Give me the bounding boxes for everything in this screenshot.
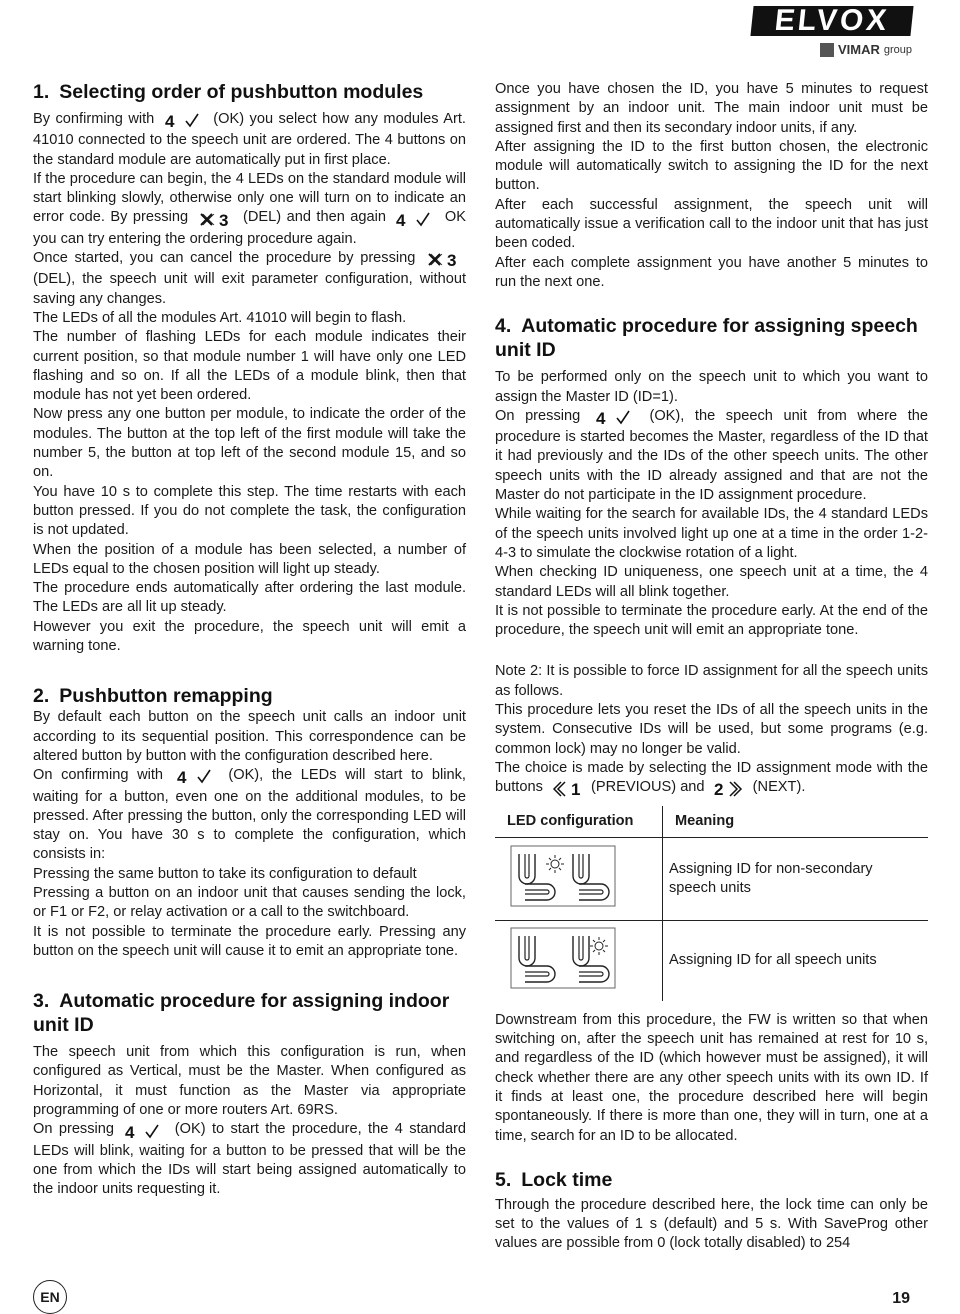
del-key-number: 3	[218, 210, 229, 229]
paragraph: It is not possible to terminate the procedure early. Pressing any button on the speech unit will cause it to emit an appropriate tone.	[33, 923, 466, 959]
sub-brand-name: VIMAR	[837, 42, 880, 57]
paragraph: Through the procedure described here, the lock time can only be set to the values of 1 s (default) and 5 s. With SaveProg other values are possible from 0 (lock totally disabled) to 254	[495, 1196, 928, 1252]
ok-key-icon	[176, 768, 216, 787]
text: (DEL) and then again	[243, 209, 386, 226]
section-title: Selecting order of pushbutton modules	[59, 81, 424, 103]
section-4-heading	[495, 314, 928, 362]
ok-key-number: 4	[595, 409, 606, 427]
paragraph: After each successful assignment, the speech unit will automatically issue a verification call to the indoor unit that has just been coded.	[495, 196, 928, 252]
led-pattern-cell	[495, 837, 663, 920]
paragraph: Now press any one button per module, to indicate the order of the modules. The button at the top left of the first module will take the number 5, the button at top left of the second module 15, and so on.	[33, 406, 466, 481]
table-row	[495, 837, 928, 920]
section-number: 4.	[495, 315, 512, 338]
section-title: Lock time	[521, 1168, 613, 1191]
paragraph: When the position of a module has been selected, a number of LEDs equal to the chosen position will light up steady.	[33, 541, 466, 577]
ok-key-number: 4	[125, 1122, 135, 1141]
language-badge: EN	[33, 1280, 67, 1314]
ok-key-number: 4	[176, 768, 187, 787]
prev-key-icon	[551, 780, 583, 799]
ok-key-icon	[395, 210, 435, 229]
paragraph	[33, 766, 466, 864]
led-pattern-icon	[501, 926, 621, 990]
sub-brand-suffix: group	[883, 43, 912, 56]
meaning-cell: Assigning ID for non-secondary speech units	[663, 837, 929, 920]
del-key-icon	[426, 251, 462, 270]
paragraph	[33, 170, 466, 249]
text: (DEL), the speech unit will exit parameter configuration, without saving any changes.	[33, 271, 466, 307]
section-title: Pushbutton remapping	[59, 685, 273, 708]
paragraph: The LEDs of all the modules Art. 41010 will begin to flash.	[33, 309, 407, 326]
paragraph: To be performed only on the speech unit to which you want to assign the Master ID (ID=1).	[495, 369, 928, 405]
section-3-heading	[33, 989, 466, 1037]
brand-name: ELVOX	[750, 6, 913, 36]
text: On pressing	[33, 1121, 115, 1138]
paragraph	[33, 110, 466, 170]
note-paragraph	[495, 759, 928, 800]
next-key-number: 2	[713, 780, 724, 799]
table-header-row	[495, 806, 928, 838]
text: (OK), the speech unit from where the procedure is started becomes the Master, regardless of the ID that it had previously and the IDs of the other speech units. The other speech units with the ID already assigned and that are not the Master do not participate in the ID assignment procedure.	[495, 407, 928, 504]
left-column	[33, 80, 466, 1200]
note-paragraph: This procedure lets you reset the IDs of all the speech units in the system. Consecutive IDs will be used, but some programs (e.g. common lock) may no longer be valid.	[495, 702, 928, 757]
section-title: Automatic procedure for assigning speech unit ID	[495, 315, 918, 362]
text: (OK) you select how any modules Art. 41010 connected to the speech unit are ordered. The 4 buttons on the standard module are automatically put in first place.	[33, 111, 466, 168]
text: (NEXT).	[752, 779, 806, 796]
prev-key-number: 1	[570, 780, 581, 799]
paragraph: When checking ID uniqueness, one speech unit at a time, the 4 standard LEDs will all blink together.	[495, 564, 928, 600]
paragraph: You have 10 s to complete this step. The time restarts with each button pressed. If you do not complete the task, the configuration is not updated.	[33, 483, 466, 539]
led-pattern-icon	[501, 844, 621, 908]
text: (PREVIOUS) and	[591, 779, 705, 796]
note-paragraph: Note 2: It is possible to force ID assignment for all the speech units as follows.	[495, 663, 928, 699]
paragraph	[33, 1120, 466, 1199]
paragraph: It is not possible to terminate the procedure early. At the end of the procedure, the speech unit will emit an appropriate tone.	[495, 602, 928, 639]
vimar-mark-icon	[820, 43, 834, 57]
del-key-icon	[198, 210, 234, 229]
led-config-table	[495, 806, 928, 1001]
paragraph: The procedure ends automatically after ordering the last module. The LEDs are all lit up steady.	[33, 580, 466, 616]
paragraph: Pressing the same button to take its configuration to default	[33, 865, 417, 882]
paragraph	[33, 249, 466, 309]
ok-key-number: 4	[164, 112, 175, 131]
ok-key-icon	[595, 409, 635, 428]
text: On pressing	[495, 407, 581, 424]
text: The choice is made by selecting the ID assignment mode with the buttons	[495, 759, 928, 796]
page-number: 19	[892, 1290, 910, 1307]
text: By confirming with	[33, 111, 155, 127]
paragraph: The speech unit from which this configuration is run, when configured as Vertical, must be the Master. When configured as Horizontal, it must function as the Master via appropriate programming of one or more routers Art. 69RS.	[33, 1044, 466, 1119]
section-number: 3.	[33, 990, 50, 1013]
right-column	[495, 80, 928, 1254]
text: Once started, you can cancel the procedure by pressing	[33, 250, 416, 267]
column-header: Meaning	[663, 806, 929, 838]
section-number: 5.	[495, 1168, 512, 1191]
paragraph: By default each button on the speech unit calls an indoor unit according to its sequential position. This correspondence can be altered button by button with the configuration described here.	[33, 709, 466, 764]
table-row	[495, 920, 928, 1001]
paragraph: The number of flashing LEDs for each module indicates their current position, so that module number 1 will have only one LED flashing and so on. If all the LEDs of a module blink, then that module has not yet been ordered.	[33, 329, 466, 404]
sub-brand	[752, 42, 912, 57]
ok-key-icon	[124, 1122, 164, 1141]
paragraph: While waiting for the search for available IDs, the 4 standard LEDs of the speech units involved light up one at a time in the order 1-2-4-3 to simulate the clockwise rotation of a light.	[495, 506, 928, 561]
column-header: LED configuration	[495, 806, 663, 838]
del-key-number: 3	[447, 251, 457, 270]
paragraph: After assigning the ID to the first button chosen, the electronic module will automatically switch to assigning the ID for the next button.	[495, 138, 928, 194]
led-pattern-cell	[495, 920, 663, 1001]
paragraph: Pressing a button on an indoor unit that causes sending the lock, or F1 or F2, or relay activation or a call to the switchboard.	[33, 884, 466, 921]
paragraph: Once you have chosen the ID, you have 5 minutes to request assignment by an indoor unit. The main indoor unit must be assigned first and then its secondary indoor units, if any.	[495, 81, 928, 136]
paragraph	[495, 407, 928, 505]
section-5-heading	[495, 1168, 928, 1192]
text: (OK) to start the procedure, the 4 standard LEDs will blink, waiting for a button to be pressed that will be the one from which the IDs will start being assigned automatically to the indoor units requesting it.	[33, 1121, 466, 1198]
ok-key-number: 4	[396, 210, 406, 229]
next-key-icon	[713, 780, 745, 799]
text: If the procedure can begin, the 4 LEDs on the standard module will start blinking slowly, otherwise only one will turn on to indicate an error code. By pressing	[33, 170, 466, 226]
section-2-heading	[33, 684, 466, 708]
meaning-cell: Assigning ID for all speech units	[669, 952, 877, 969]
brand-logo	[752, 6, 912, 64]
paragraph: Downstream from this procedure, the FW is written so that when switching on, after the speech unit has remained at rest for 10 s, and regardless of the ID (which however must be assigned), it will check whether there are any other speech units with its own ID. If it finds at least one, the procedure described here will begin spontaneously. If there is more than one, they will in turn, one at a time, search for an ID to be allocated.	[495, 1011, 928, 1144]
text: On confirming with	[33, 767, 164, 784]
paragraph: However you exit the procedure, the speech unit will emit a warning tone.	[33, 618, 466, 655]
section-number: 1.	[33, 81, 50, 103]
text: OK you can try entering the ordering procedure again.	[33, 209, 467, 247]
text: (OK), the LEDs will start to blink, waiting for a button, even one on the additional modules, to be pressed. After pressing the button, only the corresponding LED will stay on. You have 30 s to complete the configuration, which consists in:	[33, 767, 466, 863]
section-1-heading	[33, 80, 466, 104]
paragraph: After each complete assignment you have another 5 minutes to run the next one.	[495, 254, 928, 290]
section-title: Automatic procedure for assigning indoor unit ID	[33, 990, 450, 1037]
ok-key-icon	[164, 112, 204, 131]
section-number: 2.	[33, 685, 50, 708]
